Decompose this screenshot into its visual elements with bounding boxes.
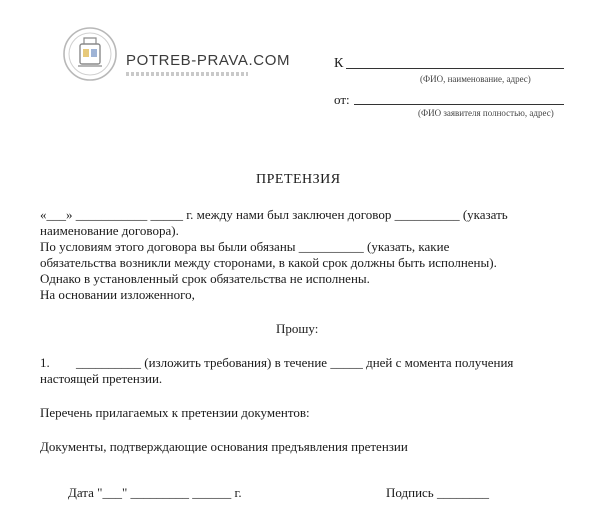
date-field: Дата "___" _________ ______ г. (68, 485, 242, 500)
paragraph-line-1: «___» ___________ _____ г. между нами был заключен договор __________ (указать (40, 207, 508, 222)
paragraph-line-5: Однако в установленный срок обязательства не исполнены. (40, 271, 370, 286)
paragraph-line-6: На основании изложенного, (40, 287, 195, 302)
request-heading: Прошу: (276, 321, 319, 336)
from-line (354, 104, 564, 105)
request-item-number: 1. (40, 355, 50, 370)
brand-tagline (126, 72, 248, 76)
logo-stamp-icon (62, 18, 118, 98)
request-item-line-2: настоящей претензии. (40, 371, 163, 386)
from-label: от: (334, 92, 350, 107)
to-label: К (334, 56, 344, 71)
signature-field: Подпись ________ (386, 485, 489, 500)
document-title: ПРЕТЕНЗИЯ (256, 172, 341, 187)
brand-name: POTREB-PRAVA.COM (126, 52, 291, 69)
site-logo (62, 18, 118, 98)
attachments-heading: Перечень прилагаемых к претензии документов: (40, 405, 310, 420)
to-line (346, 68, 564, 69)
paragraph-line-2: наименование договора). (40, 223, 179, 238)
to-hint: (ФИО, наименование, адрес) (420, 74, 531, 84)
paragraph-line-4: обязательства возникли между сторонами, в какой срок должны быть исполнены). (40, 255, 497, 270)
attachments-text: Документы, подтверждающие основания предъявления претензии (40, 439, 408, 454)
paragraph-line-3: По условиям этого договора вы были обязаны __________ (указать, какие (40, 239, 450, 254)
from-hint: (ФИО заявителя полностью, адрес) (418, 108, 554, 118)
request-item-line-1: __________ (изложить требования) в течение _____ дней с момента получения (76, 355, 514, 370)
